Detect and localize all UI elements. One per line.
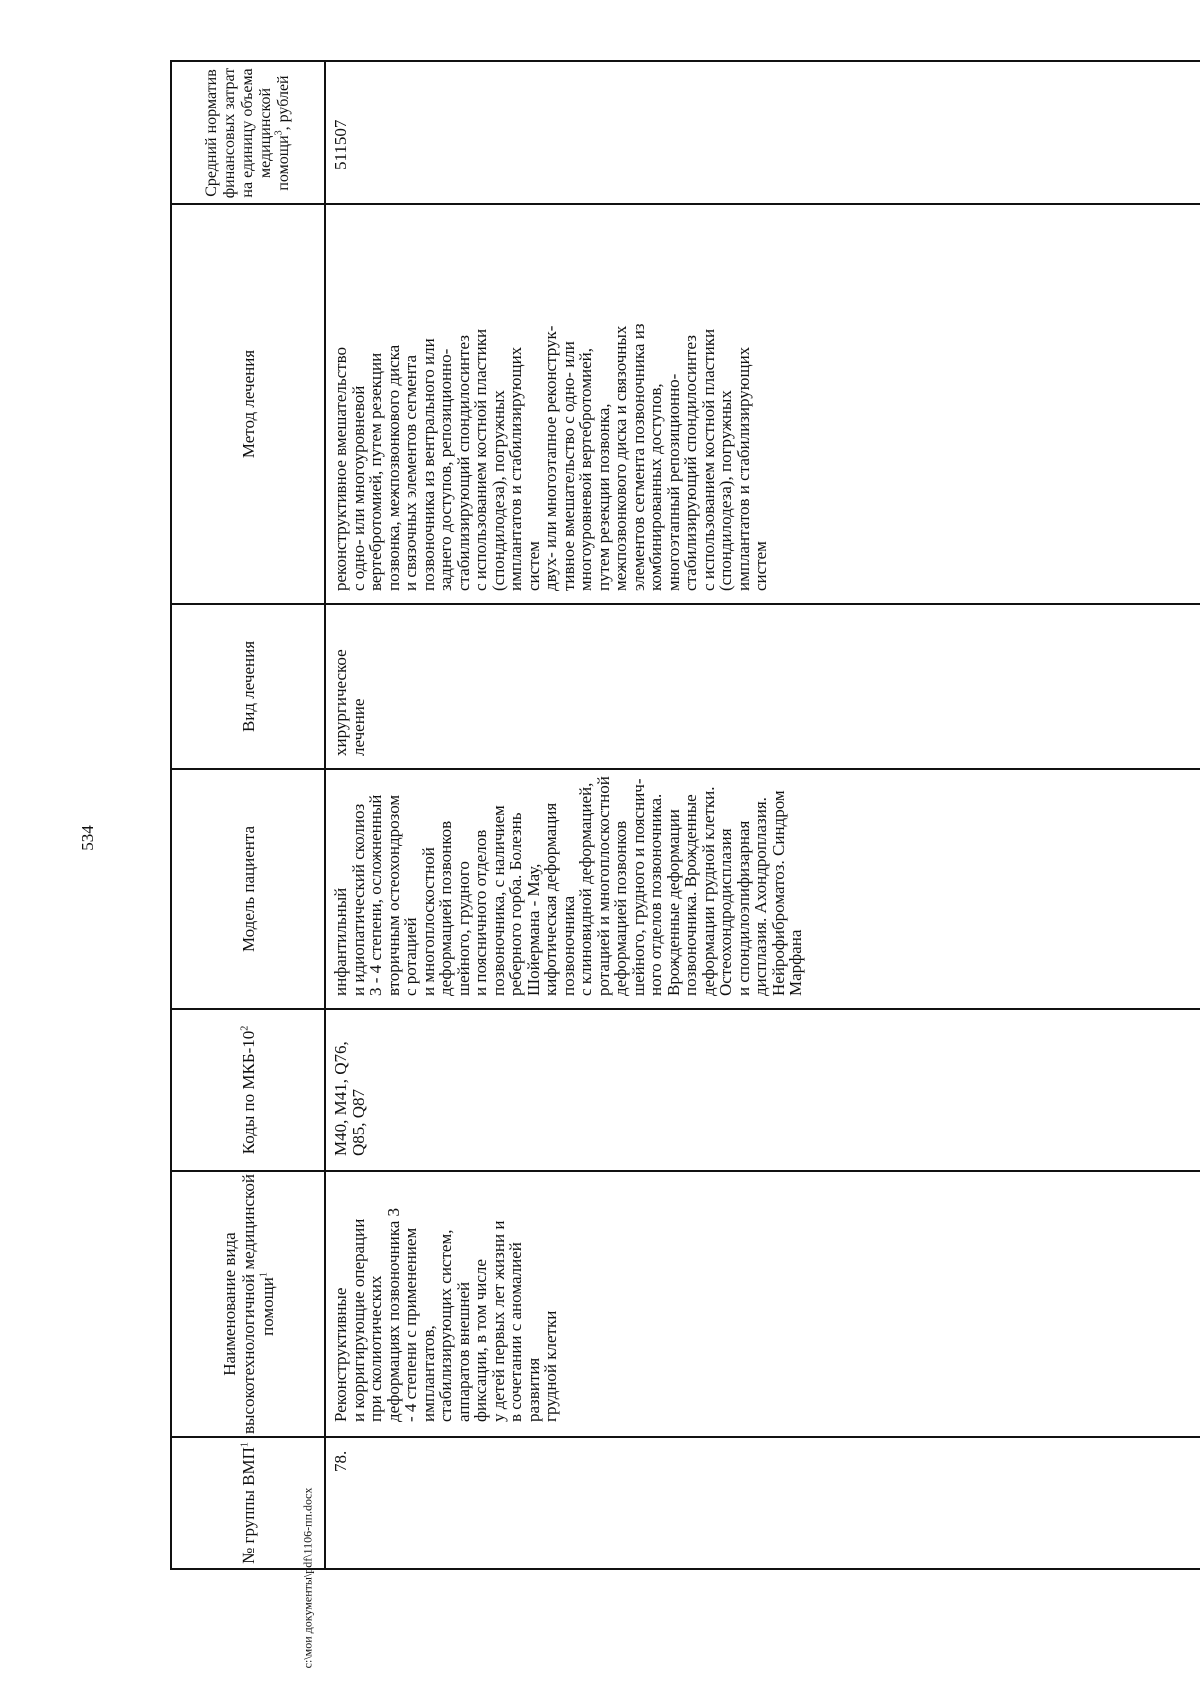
text-line: ного отделов позвоночника. [646, 793, 665, 996]
text-line: и корригирующие операции [348, 1218, 368, 1422]
text-line: ротацией и многоплоскостной [593, 776, 613, 996]
text-line: грудной клетки [541, 1310, 560, 1422]
footer-file-path: c:\мои документы\pdf\1106-пп.docx [300, 1487, 315, 1669]
text-line: элементов сегмента позвоночника из [628, 323, 648, 591]
cell-codes [332, 1041, 367, 1156]
text-line: межпозвонкового диска и связочных [611, 325, 630, 591]
text-line: многоуровневой вертебротомией, [576, 348, 595, 591]
text-line: Остеохондродисплазия [716, 828, 735, 996]
text-line: деформациях позвоночника 3 [383, 1207, 403, 1422]
text-line: Нейрофиброматоз. Синдром [768, 790, 788, 996]
header-model: Модель пациента [238, 825, 258, 953]
text-line: с одно- или многоуровневой [348, 385, 368, 591]
text-line: позвоночника, с наличием [488, 805, 508, 996]
text-line: шейного, грудного и пояснич- [628, 778, 648, 996]
text-line: Марфана [786, 929, 805, 996]
text-line: развития [523, 1357, 543, 1422]
text-line: с использованием костной пластики [698, 328, 718, 591]
header-norm: Средний норматив финансовых затрат на единицу объема медицинской помощи$^3$, рублей [203, 67, 292, 199]
text-line: лечение [348, 698, 368, 756]
cell-method [332, 323, 770, 591]
text-line: путем резекции позвонка, [593, 403, 613, 591]
text-line: имплантатов и стабилизирующих [506, 346, 525, 591]
text-line: систем [751, 541, 770, 591]
text-line: Q85, Q87 [348, 1088, 368, 1156]
text-line: дисплазия. Ахондроплазия. [751, 797, 770, 996]
text-line: и связочных элементов сегмента [401, 354, 420, 591]
text-line: позвонка, межпозвонкового диска [383, 344, 403, 591]
text-line: 3 - 4 степени, осложненный [366, 794, 385, 996]
text-line: стабилизирующий спондилосинтез [681, 335, 700, 591]
text-line: вертебротомией, путем резекции [366, 352, 385, 591]
text-line: систем [523, 541, 543, 591]
text-line: инфантильный [331, 887, 350, 996]
text-line: - 4 степени с применением [401, 1227, 420, 1422]
text-line: деформацией позвонков [611, 820, 630, 996]
text-line: заднего доступов, репозиционно- [436, 348, 455, 591]
header-type: Вид лечения [238, 640, 258, 733]
text-line: в сочетании с аномалией [506, 1242, 525, 1422]
text-line: и идиопатический сколиоз [348, 803, 368, 996]
text-line: M40, M41, Q76, [331, 1041, 350, 1156]
text-line: реконструктивное вмешательство [331, 346, 350, 591]
text-line: Шойермана - Мау, [523, 863, 543, 996]
header-name: Наименование вида высокотехнологичной медицинской помощи$^1$ [219, 1174, 277, 1434]
cell-name [332, 1208, 560, 1422]
page-number: 534 [78, 825, 97, 851]
text-line: вторичным остеохондрозом [383, 794, 403, 996]
text-line: позвоночника из вентрального или [418, 338, 438, 591]
text-line: и спондилоэпифизарная [733, 820, 753, 996]
cell-norm: 511507 [331, 119, 350, 170]
text-line: многоэтапный репозиционно- [663, 373, 683, 591]
text-line: и поясничного отделов [471, 829, 490, 996]
text-line: стабилизирующих систем, [436, 1229, 455, 1422]
cell-model [332, 776, 805, 996]
text-line: имплантатов и стабилизирующих [733, 346, 753, 591]
text-line: с ротацией [401, 917, 420, 996]
text-line: (спондилодеза), погружных [716, 390, 735, 591]
text-line: имплантатов, [418, 1325, 438, 1422]
text-line: деформации грудной клетки. [698, 786, 718, 996]
text-line: шейного, грудного [453, 861, 473, 996]
text-line: позвоночника [558, 895, 578, 996]
text-line: двух- или многоэтапное реконструк- [541, 325, 560, 591]
text-line: кифотическая деформация [541, 802, 560, 996]
text-line: стабилизирующий спондилосинтез [453, 335, 473, 591]
text-line: Реконструктивные [331, 1287, 350, 1422]
text-line: реберного горба. Болезнь [506, 812, 525, 996]
table-area [170, 60, 1200, 1570]
text-line: деформацией позвонков [436, 820, 455, 996]
header-method: Метод лечения [238, 349, 258, 459]
text-line: Врожденные деформации [663, 809, 683, 996]
text-line: с использованием костной пластики [471, 328, 490, 591]
text-line: аппаратов внешней [453, 1281, 473, 1422]
text-line: позвоночника. Врожденные [681, 794, 700, 996]
text-line: у детей первых лет жизни и [488, 1220, 508, 1422]
text-line: комбинированных доступов, [646, 383, 665, 591]
text-line: и многоплоскостной [418, 847, 438, 996]
text-line: хирургическое [331, 649, 350, 756]
text-line: тивное вмешательство с одно- или [558, 341, 578, 591]
text-line: фиксации, в том числе [471, 1259, 490, 1422]
cell-group-no: 78. [331, 1450, 350, 1472]
header-codes: Коды по МКБ-$10^2$ [238, 1025, 258, 1155]
header-group-no: № группы ВМП$^1$ [238, 1442, 258, 1564]
text-line: при сколиотических [366, 1275, 385, 1422]
text-line: с клиновидной деформацией, [576, 782, 595, 996]
text-line: (спондилодеза), погружных [488, 390, 508, 591]
cell-type [332, 649, 367, 756]
